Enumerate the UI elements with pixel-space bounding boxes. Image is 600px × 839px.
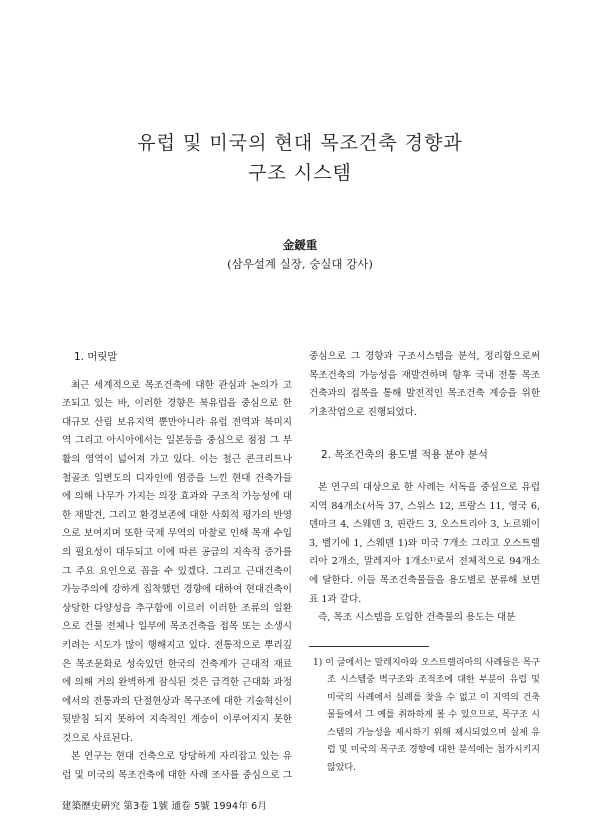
section-2-paragraph-2: 즉, 목조 시스템을 도입한 건축물의 용도는 대분 — [318, 612, 516, 624]
section-1-paragraph-2-continued: 중심으로 그 경향과 구조시스템을 분석, 정리함으로써 목조건축의 가능성을 재발견하며 향후 국내 전통 목조건축과의 접목을 통해 발전적인 목조건축 계승을 위한 기초작업으로 진행되었다. — [309, 351, 540, 418]
paper-title — [0, 128, 600, 188]
section-1-heading: 1. 머릿말 — [74, 351, 118, 363]
left-column — [62, 348, 292, 785]
author-name: 金鍰重 — [282, 238, 318, 252]
section-2-heading: 2. 목조건축의 용도별 적용 분야 분석 — [321, 449, 488, 462]
right-column — [309, 348, 540, 777]
author-affiliation: (삼우설계 실장, 숭실대 강사) — [227, 257, 373, 271]
title-line-2: 구조 시스템 — [248, 162, 352, 184]
title-line-1: 유럽 및 미국의 현대 목조건축 경향과 — [137, 132, 463, 154]
section-2-paragraph-1: 본 연구의 대상으로 한 사례는 서독을 중심으로 유럽지역 84개소(서독 37, 스위스 12, 프랑스 11, 영국 6, 덴마크 4, 스웨덴 3, 핀란드 3, 오스트리아 3, 노르웨이 3, 벨기에 1, 스웨덴 1)와 미국 7개소 그리고 오스트렐리아 2개소, 말레지아 1개소¹⁾로서 전체적으로 94개소에 달한다. 이들 목조건축물들을 용도별로 분류해 보면 표 1과 같다. — [309, 481, 540, 605]
section-1-paragraph-2: 본 연구는 현대 건축으로 당당하게 자리잡고 있는 유럽 및 미국의 목조건축에 대한 사례 조사를 중심으로 그 — [62, 751, 292, 782]
author-block — [0, 236, 600, 274]
footnote-1: 1) 이 글에서는 말레지아와 오스트렐리아의 사례들은 목구조 시스템중 벽구조와 조적조에 대한 부분이 유럽 및 미국의 사례에서 실례를 찾을 수 없고 이 지역의 건축물들에서 그 예를 취하하게 볼 수 있으므로, 목구조 시스템의 가능성을 제시하기 위해 제시되었으며 실제 유럽 및 미국의 목구조 경향에 대한 분석에는 첨가시키지 않았다. — [313, 657, 540, 773]
section-1-paragraph-1: 최근 세계적으로 목조건축에 대한 관심과 논의가 고조되고 있는 바, 이러한 경향은 북유럽을 중심으로 한 대규모 산림 보유지역 뿐만아니라 유럽 전역과 북미지역 그리고 아시아에서는 일본등을 중심으로 점점 그 부활의 영역이 넓어져 가고 있다. 이는 철근 콘크리트나 철골조 일변도의 디자인에 염증을 느낀 현대 건축가들에 의해 나무가 가지는 의장 효과와 구조적 가능성에 대한 재발견, 그리고 환경보존에 대한 사회적 평가의 반영으로 보여지며 또한 국제 무역의 마찰로 인해 목재 수입의 필요성이 대두되고 이에 따른 공급의 지속적 증가를 그 주요 요인으로 꼽을 수 있겠다. 그리고 근대건축이 가능주의에 강하게 집착했던 경향에 대하여 현대건축이 상당한 다양성을 추구함에 이르러 이러한 조류의 일환으로 건물 전체나 일부에 목조건축을 접목 또는 소생시키려는 시도가 많이 행해지고 있다. 전통적으로 뿌리깊은 목조문화로 성숙있던 한국의 건축계가 근대적 재료에 의해 거의 완벽하게 잠식된 것은 급격한 근대화 과정에서의 전통과의 단절현상과 목구조에 대한 기술혁신이 뒷받침 되지 못하여 지속적인 계승이 이루어지지 못한 것으로 사료된다. — [62, 379, 292, 744]
footnote-divider — [309, 646, 429, 647]
journal-footer: 建築歷史硏究 第3卷 1號 通卷 5號 1994年 6月 — [62, 801, 268, 812]
